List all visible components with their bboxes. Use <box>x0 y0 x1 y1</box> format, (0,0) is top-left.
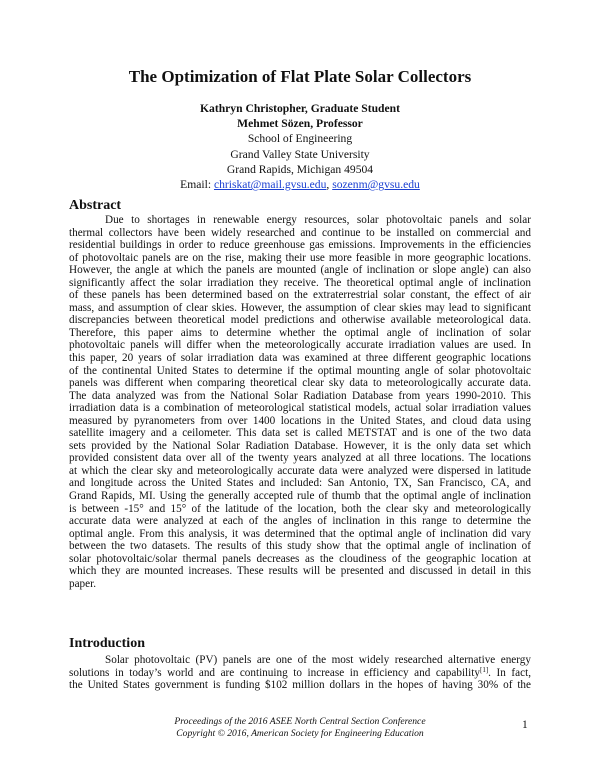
abstract-line: irradiation data is a combination of meteorological statistical models, actual solar irradiation values <box>69 402 531 415</box>
abstract-line: photovoltaic panels will differ when the meteorologically accurate irradiation values are used. In <box>69 339 531 352</box>
intro-line-2-end: . In fact, <box>488 666 531 679</box>
affiliation-university: Grand Valley State University <box>230 147 370 161</box>
intro-line-3: the United States government is funding $102 million dollars in the hopes of having 30% of the <box>69 679 531 692</box>
email-link-1[interactable]: chriskat@mail.gvsu.edu <box>213 178 327 192</box>
abstract-line: optimal angle. From this analysis, it was determined that the optimal angle of inclination did vary <box>69 527 531 540</box>
abstract-line: of these panels has been determined based on the extraterrestrial solar constant, the effect of air <box>69 289 531 302</box>
abstract-line: accurate data were analyzed at each of the angles of inclination in this range to determine the <box>69 515 531 528</box>
email-separator: , <box>326 178 333 192</box>
abstract-line: Grand Rapids, MI. Using the generally accepted rule of thumb that the optimal angle of inclination <box>69 490 531 503</box>
email-line <box>0 177 600 192</box>
intro-line-1: Solar photovoltaic (PV) panels are one of the most widely researched alternative energy <box>105 654 531 666</box>
abstract-line: at which the clear sky and meteorologically accurate data were analyzed were dispersed in latitude <box>69 464 531 477</box>
abstract-line: Therefore, this paper aims to determine whether the optimal angle of inclination of solar <box>69 326 531 339</box>
abstract-line: of the continental United States to determine if the optimal mounting angle of solar photovoltaic <box>69 364 531 377</box>
abstract-line: this paper, 20 years of solar irradiation data was examined at three different geographic locations <box>69 352 531 365</box>
abstract-line: and longitude across the United States and included: San Antonio, TX, San Francisco, CA, and <box>69 477 531 490</box>
footer-proceedings: Proceedings of the 2016 ASEE North Central Section Conference <box>174 716 426 727</box>
abstract-line: between the two datasets. The results of this study show that the optimal angle of inclination of <box>69 540 531 553</box>
abstract-line: mass, and assumption of clear skies. However, the assumption of clear skies may lead to significant <box>69 301 531 314</box>
author-1: Kathryn Christopher, Graduate Student <box>200 102 400 115</box>
abstract-heading: Abstract <box>69 198 122 213</box>
abstract-line: thermal collectors have been widely researched and continue to be installed on commercial and <box>69 226 531 239</box>
page-number: 1 <box>522 719 528 731</box>
abstract-line: discrepancies between theoretical model predictions and otherwise available meteorological data. <box>69 314 531 327</box>
email-link-2[interactable]: sozenm@gvsu.edu <box>332 178 420 192</box>
abstract-line: satellite imagery and a ceilometer. This data set is called METSTAT and is one of the two data <box>69 427 531 440</box>
abstract-line: residential buildings in order to reduce greenhouse gas emissions. Improvements in the efficiencies <box>69 239 531 252</box>
abstract-line: sets provided by the National Solar Radiation Database. However, it is the only data set which <box>69 439 531 452</box>
intro-line-2-text: solutions in today’s world and are continuing to increase in efficiency and capability <box>69 666 480 679</box>
author-2: Mehmet Sözen, Professor <box>237 117 363 131</box>
author-block <box>0 101 600 192</box>
introduction-heading: Introduction <box>69 636 145 651</box>
footer-copyright: Copyright © 2016, American Society for Engineering Education <box>176 728 424 739</box>
abstract-line: measured by pyranometers from over 1400 locations in the United States, and cloud data using <box>69 414 531 427</box>
abstract-line: paper. <box>69 577 97 590</box>
abstract-line: The data analyzed was from the National Solar Radiation Database from years 1990-2010. This <box>69 389 531 402</box>
abstract-line: of photovoltaic panels are on the rise, making their use more feasible in more geographic locations. <box>69 251 531 264</box>
abstract-line: However, the angle at which the panels are mounted (angle of inclination or slope angle) can also <box>69 264 531 277</box>
email-label: Email: <box>180 178 214 192</box>
intro-line-2 <box>69 667 531 680</box>
abstract-line: significantly affect the solar irradiation they receive. The theoretical optimal angle of inclination <box>69 276 531 289</box>
citation-marker: [1] <box>479 665 489 674</box>
abstract-line: which they are mounted increases. These results will be presented and discussed in detail in this <box>69 565 531 578</box>
page-footer <box>0 716 600 740</box>
abstract-line: solar photovoltaic/solar thermal panels decreases as the cloudiness of the geographic location at <box>69 552 531 565</box>
paper-title: The Optimization of Flat Plate Solar Collectors <box>128 67 472 86</box>
affiliation-address: Grand Rapids, Michigan 49504 <box>226 162 374 176</box>
abstract-line: is between -15° and 15° of the latitude of the location, both the clear sky and meteorologically <box>69 502 531 515</box>
affiliation-school: School of Engineering <box>247 132 353 146</box>
abstract-line: panels was different when comparing theoretical clear sky data to meteorologically accurate data. <box>69 377 531 390</box>
introduction-body <box>69 654 531 692</box>
abstract-body <box>69 214 531 590</box>
abstract-line: Due to shortages in renewable energy resources, solar photovoltaic panels and solar <box>105 214 531 226</box>
abstract-line: provided consistent data over all of the twenty years analyzed at all three locations. The locations <box>69 452 531 465</box>
